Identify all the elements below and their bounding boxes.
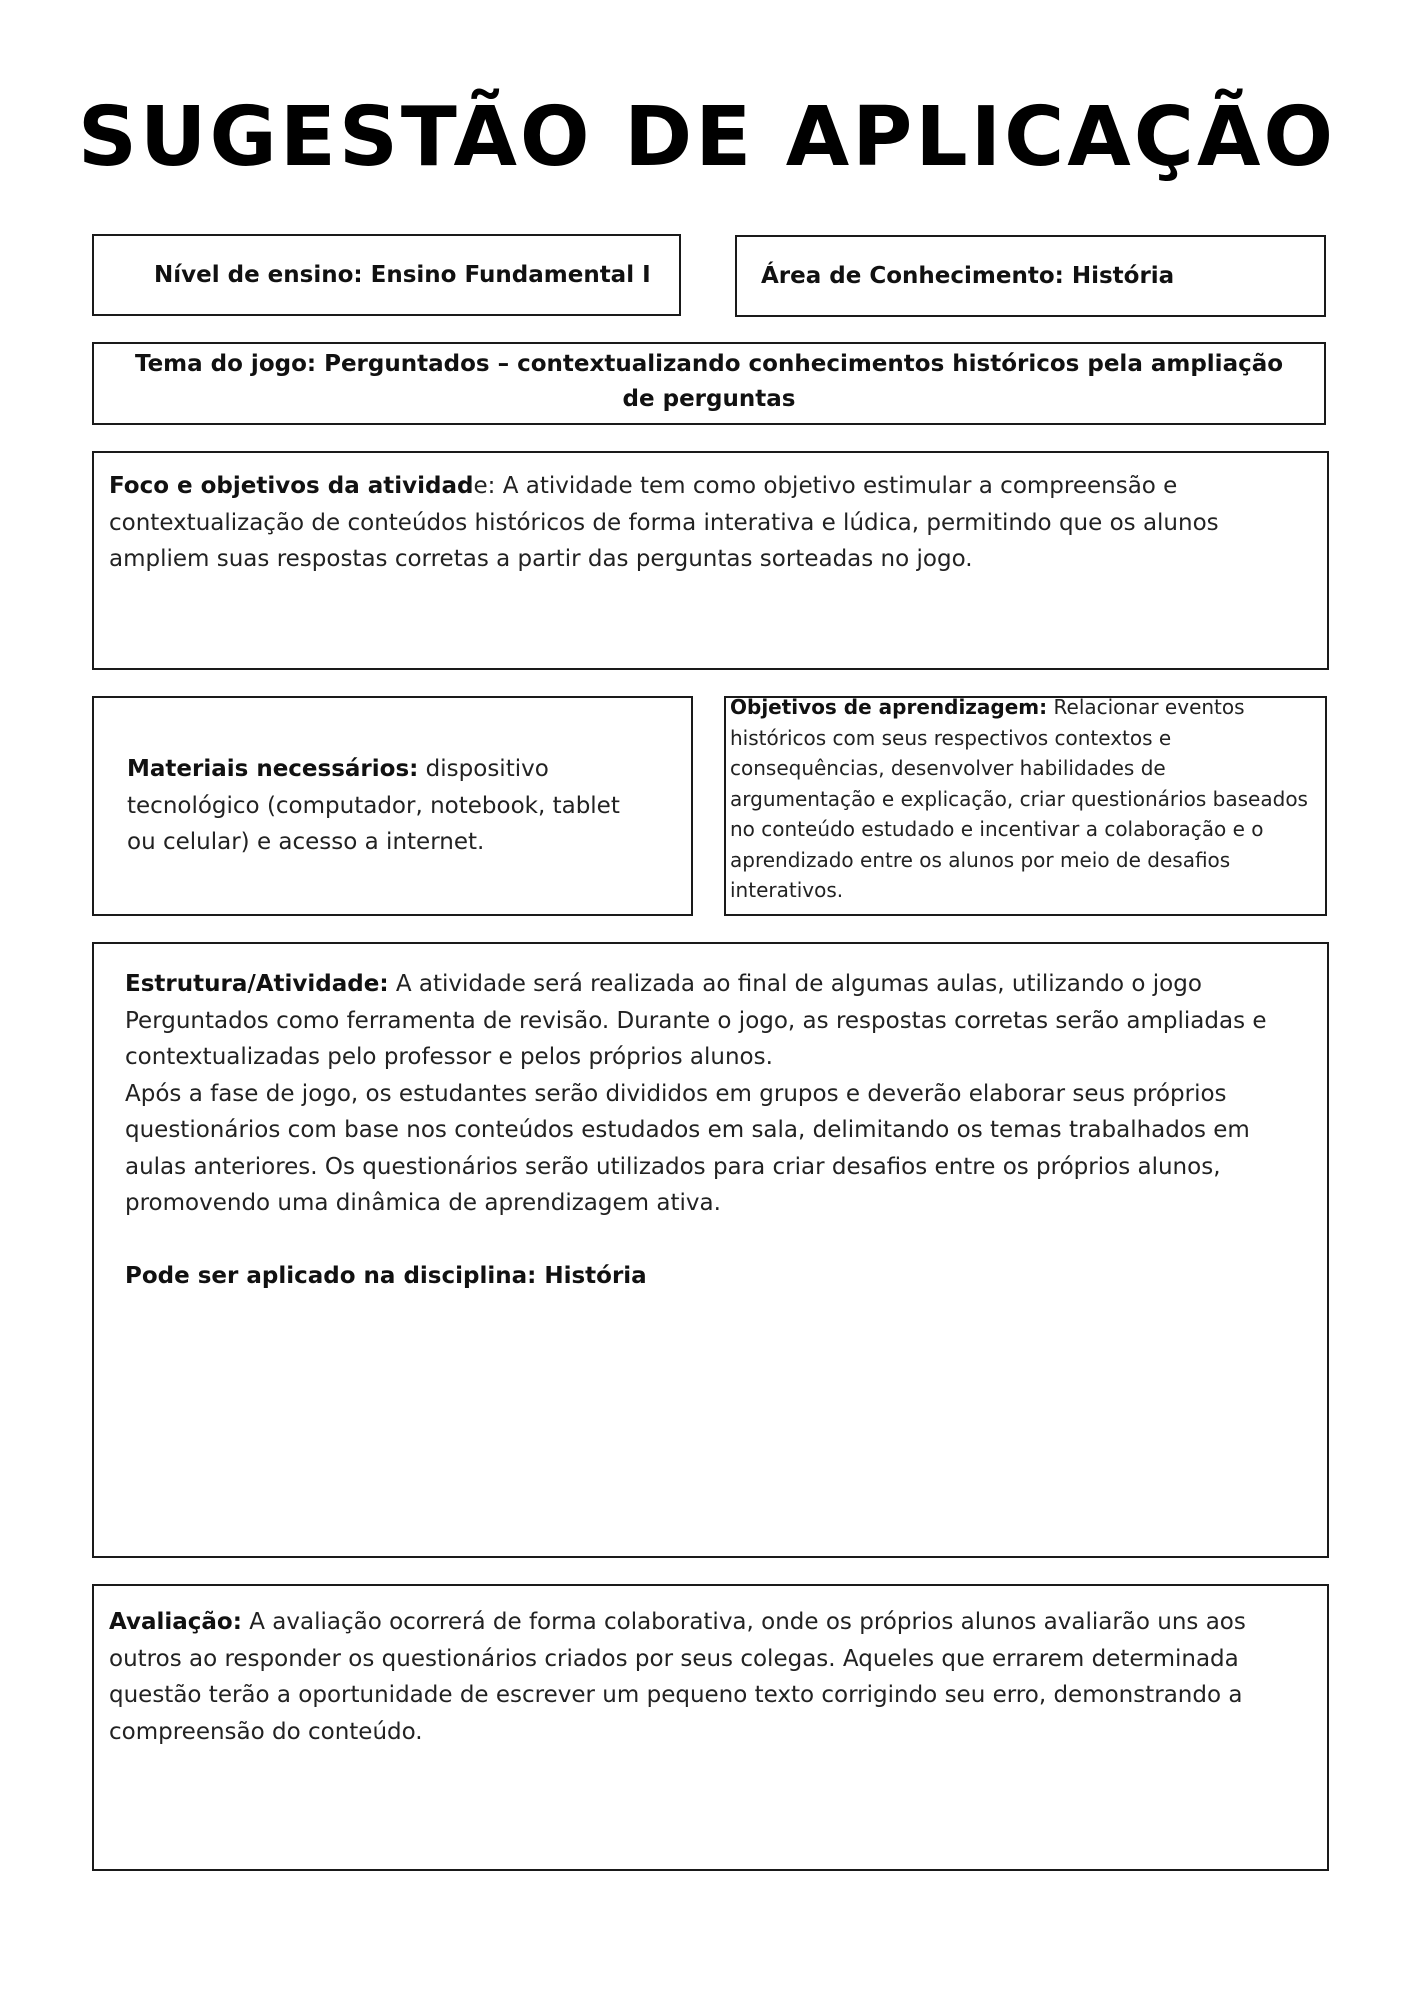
materiais-paragraph [127,751,651,861]
tema-jogo-box [92,342,1326,425]
materiais-label: Materiais necessários: [127,756,419,782]
avaliacao-box [92,1584,1329,1871]
nivel-ensino-box [92,234,681,316]
foco-objetivos-label-end: e: [473,473,503,499]
estrutura-paragraph-1 [125,966,1287,1076]
estrutura-atividade-text-1: A atividade será realizada ao final de algumas aulas, utilizando o jogo Perguntados como ferramenta de revisão. Durante o jogo, as respostas corretas serão ampliadas e contextualizadas pelo professor e pelos próprios alunos. [125,971,1267,1070]
materiais-text: dispositivo tecnológico (computador, notebook, tablet ou celular) e acesso a internet. [127,756,620,855]
disciplina-text: Pode ser aplicado na disciplina: História [125,1263,647,1289]
avaliacao-label: Avaliação: [109,1609,242,1635]
estrutura-atividade-text-2: Após a fase de jogo, os estudantes serão divididos em grupos e deverão elaborar seus próprios questionários com base nos conteúdos estudados em sala, delimitando os temas trabalhados em aulas anteriores. Os questionários serão utilizados para criar desafios entre os próprios alunos, promovendo uma dinâmica de aprendizagem ativa. [125,1080,1250,1216]
avaliacao-text: A avaliação ocorrerá de forma colaborativa, onde os próprios alunos avaliarão uns aos outros ao responder os questionários criados por seus colegas. Aqueles que errarem determinada questão terão a oportunidade de escrever um pequeno texto corrigindo seu erro, demonstrando a compreensão do conteúdo. [109,1609,1246,1745]
area-conhecimento-text: Área de Conhecimento: História [761,262,1175,289]
materiais-box [92,696,693,916]
foco-objetivos-paragraph [109,468,1307,578]
estrutura-atividade-label: Estrutura/Atividade: [125,971,389,997]
objetivos-aprendizagem-label: Objetivos de aprendizagem: [730,695,1048,719]
nivel-ensino-text: Nível de ensino: Ensino Fundamental I [154,261,651,288]
foco-objetivos-label: Foco e objetivos da atividad [109,473,474,499]
avaliacao-paragraph [109,1604,1307,1750]
estrutura-atividade-paragraph [125,966,1287,1295]
tema-jogo-text: Tema do jogo: Perguntados – contextualizando conhecimentos históricos pela ampliação de perguntas [134,351,1284,412]
objetivos-aprendizagem-text: Relacionar eventos históricos com seus respectivos contextos e consequências, desenvolver habilidades de argumentação e explicação, criar questionários baseados no conteúdo estudado e incentivar a colaboração e o aprendizado entre os alunos por meio de desafios interativos. [730,695,1308,902]
foco-objetivos-box [92,451,1329,670]
estrutura-atividade-box [92,942,1329,1558]
objetivos-aprendizagem-box [724,696,1327,916]
page-title: SUGESTÃO DE APLICAÇÃO [77,90,1337,185]
area-conhecimento-box [735,235,1326,317]
foco-objetivos-text: A atividade tem como objetivo estimular a compreensão e contextualização de conteúdos históricos de forma interativa e lúdica, permitindo que os alunos ampliem suas respostas corretas a partir das perguntas sorteadas no jogo. [109,473,1219,572]
objetivos-aprendizagem-paragraph [730,692,1315,906]
